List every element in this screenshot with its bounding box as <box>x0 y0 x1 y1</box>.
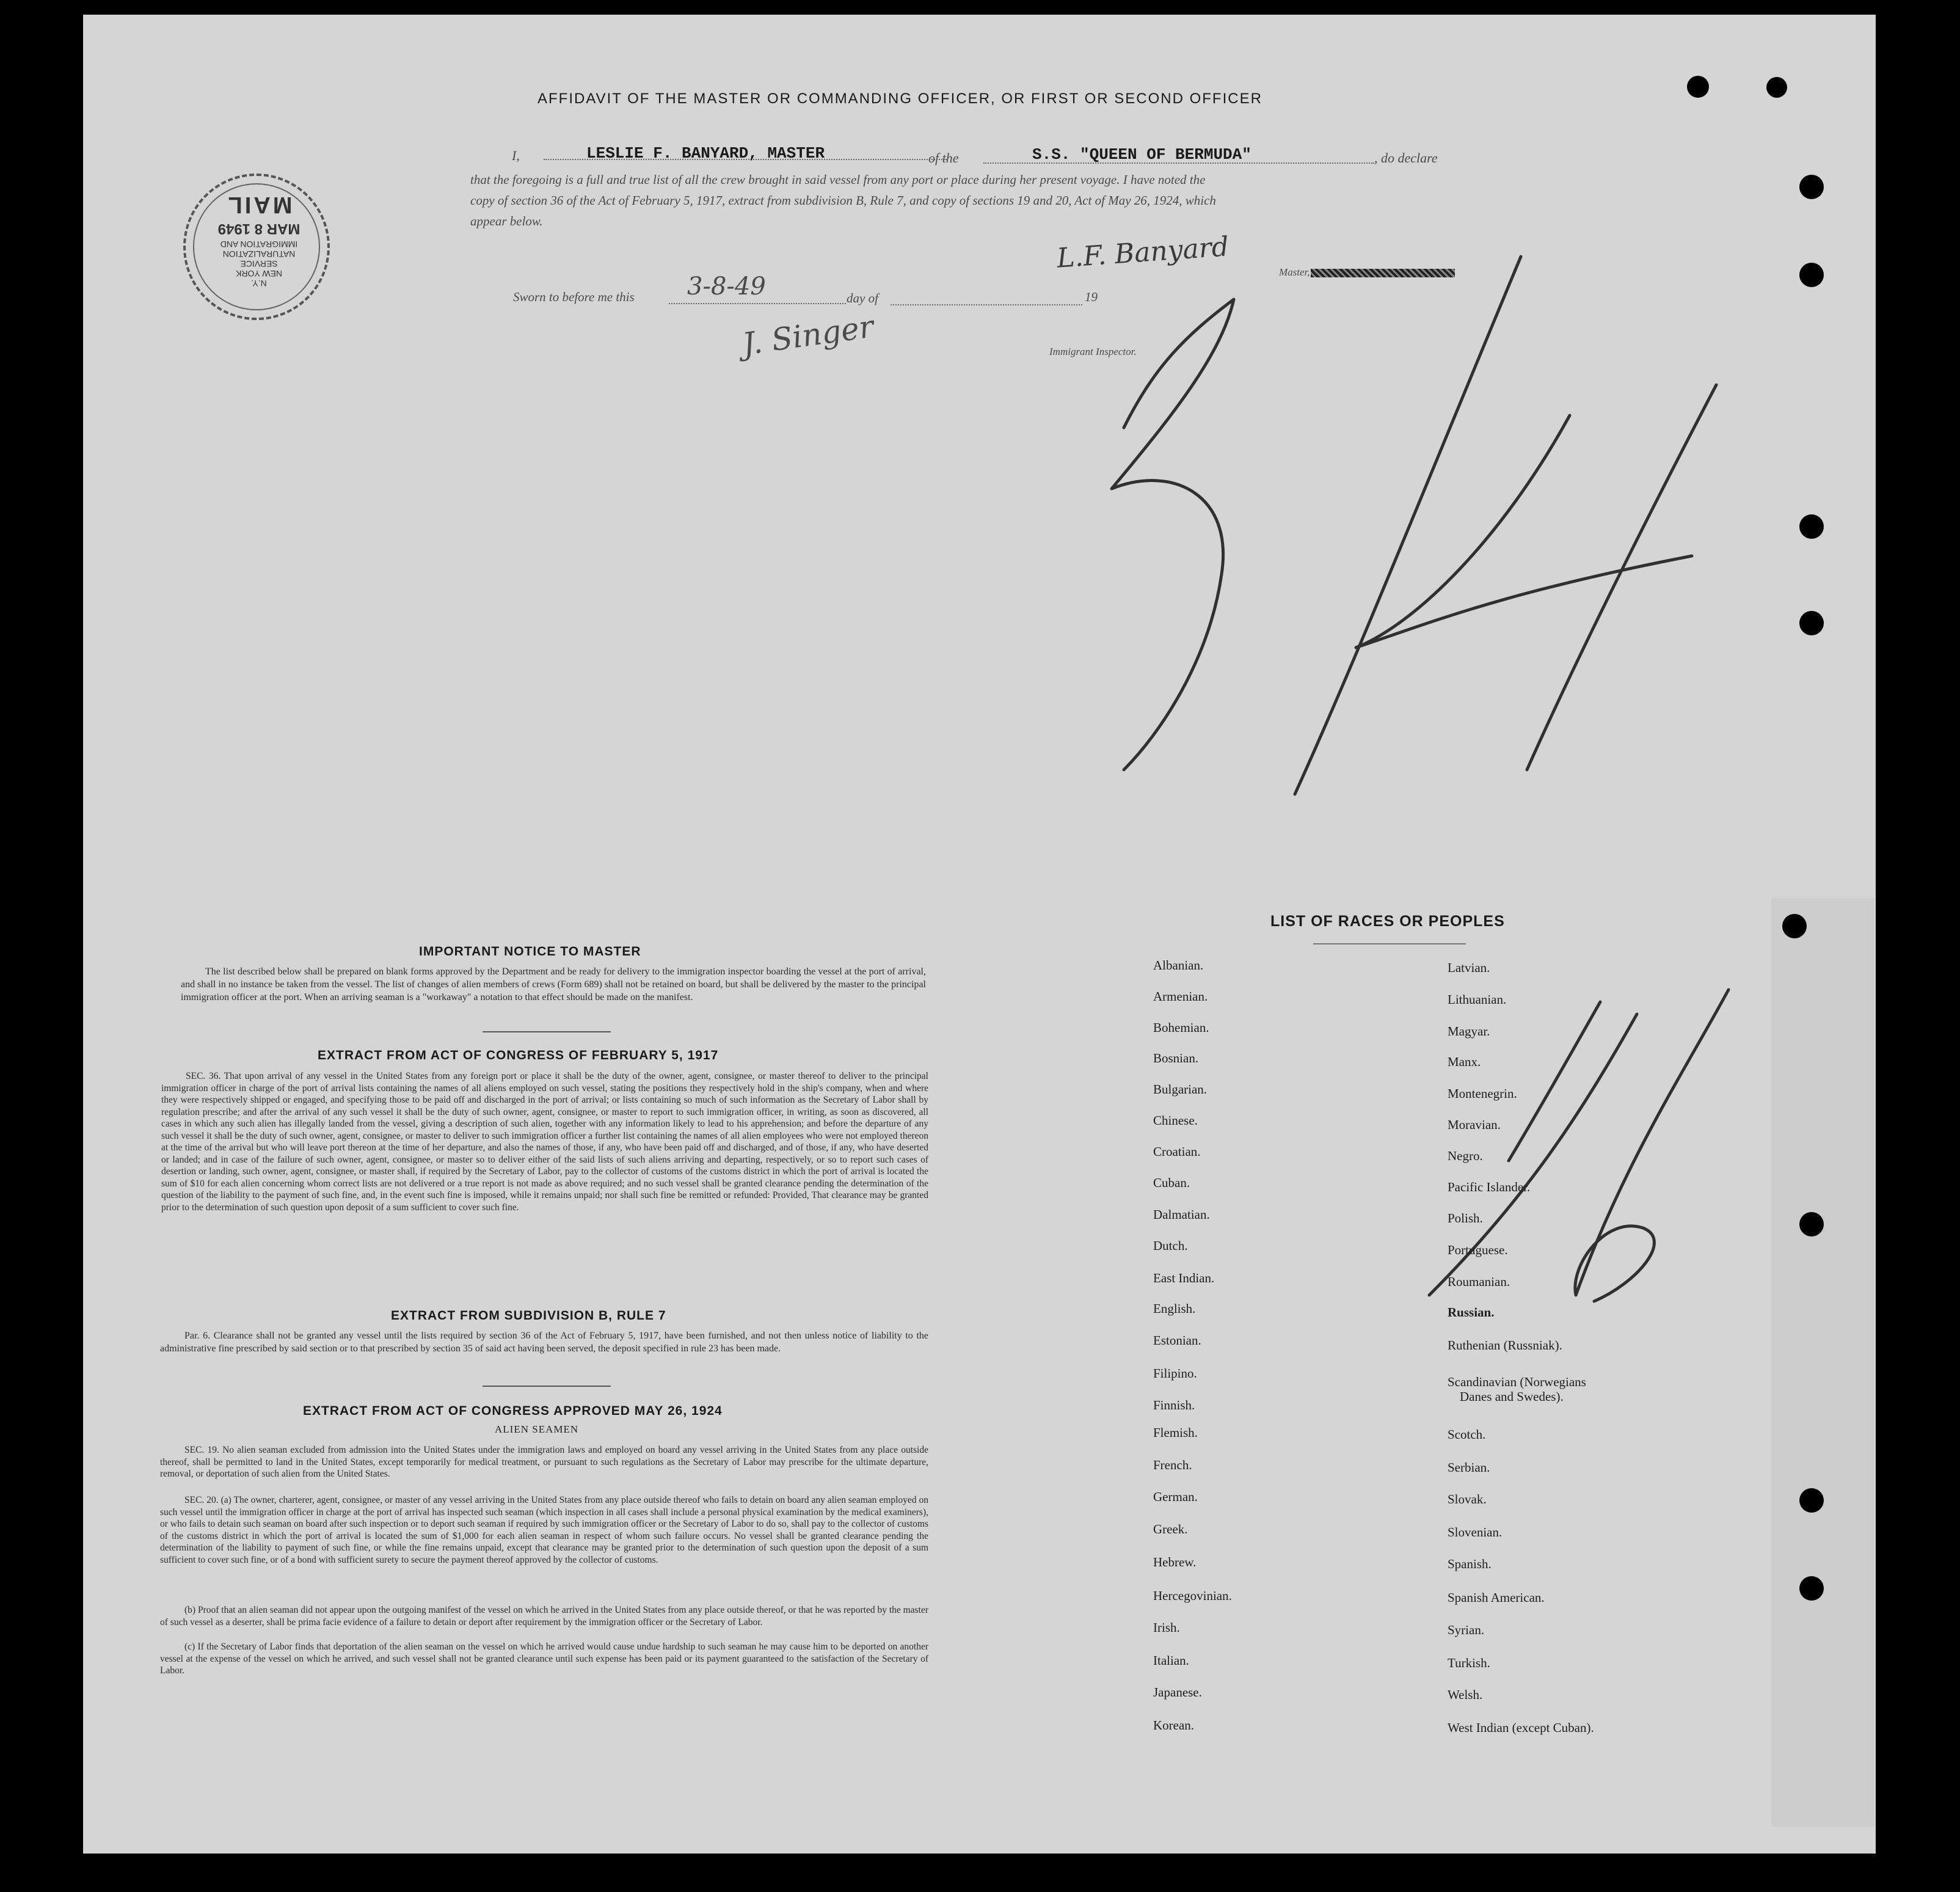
punch-hole <box>1687 76 1709 98</box>
race-item: English. <box>1153 1301 1196 1316</box>
master-label: Master, <box>1279 266 1310 278</box>
of-the-label: of the <box>928 150 959 166</box>
extract-1924-title: EXTRACT FROM ACT OF CONGRESS APPROVED MAY 26, 1924 <box>303 1404 723 1418</box>
race-item: Portuguese. <box>1448 1243 1508 1257</box>
inspector-signature: J. Singer <box>740 309 876 362</box>
punch-hole <box>1799 514 1824 539</box>
race-item-continued: Danes and Swedes). <box>1460 1389 1564 1404</box>
race-item: Bulgarian. <box>1153 1082 1208 1097</box>
numeral-one-stroke <box>1509 1002 1600 1161</box>
race-item: Albanian. <box>1153 958 1204 973</box>
sworn-date: 3-8-49 <box>687 272 766 301</box>
master-name: LESLIE F. BANYARD, MASTER <box>586 144 825 163</box>
sworn-date-blank <box>669 303 846 304</box>
extract-1917-title: EXTRACT FROM ACT OF CONGRESS OF FEBRUARY 5, 1917 <box>318 1048 719 1062</box>
inspector-label: Immigrant Inspector. <box>1049 346 1137 357</box>
races-title: LIST OF RACES OR PEOPLES <box>1270 913 1505 930</box>
affidavit-body-line1: that the foregoing is a full and true list of all the crew brought in said vessel from any port or place during her present voyage. I have noted the <box>470 172 1206 187</box>
stamp-text: SERVICE <box>240 259 278 269</box>
race-item: Roumanian. <box>1448 1274 1510 1289</box>
affidavit-body-line3: appear below. <box>470 214 543 228</box>
sec20b-text: (b) Proof that an alien seaman did not appear upon the outgoing manifest of the vessel on which he arrived in the United States from any place outside thereof, or that he was reported by the master of such vessel as a deserter, shall be prima facie evidence of a failure to detain or deport after requirement by the immigration officer or the Secretary of Labor. <box>160 1605 928 1627</box>
punch-hole <box>1799 611 1824 635</box>
rule7-title: EXTRACT FROM SUBDIVISION B, RULE 7 <box>391 1309 666 1323</box>
divider <box>1313 943 1466 944</box>
race-item: Welsh. <box>1448 1687 1483 1702</box>
race-item: Lithuanian. <box>1448 992 1507 1007</box>
divider <box>483 1031 611 1032</box>
sec20c-text: (c) If the Secretary of Labor finds that deportation of the alien seaman on the vessel on which he arrived would cause undue hardship to such seaman he may cause him to be deported on another vessel at the expense of the vessel on which he arrived, and such vessel shall not be granted clearance until such expense has been paid or its payment guaranteed to the satisfaction of the Secretary of Labor. <box>160 1642 928 1676</box>
race-item: Japanese. <box>1153 1685 1202 1700</box>
race-item: Armenian. <box>1153 989 1208 1004</box>
mail-stamp <box>183 173 330 320</box>
race-item: Montenegrin. <box>1448 1086 1517 1101</box>
race-item: German. <box>1153 1489 1198 1504</box>
race-item: Ruthenian (Russniak). <box>1448 1338 1562 1353</box>
race-item: Flemish. <box>1153 1425 1198 1440</box>
race-item: Hebrew. <box>1153 1555 1197 1569</box>
punch-hole <box>1782 914 1807 938</box>
race-item: Scotch. <box>1448 1427 1486 1442</box>
race-item: Spanish American. <box>1448 1590 1545 1605</box>
race-item: Russian. <box>1448 1305 1495 1320</box>
race-item: Turkish. <box>1448 1656 1490 1670</box>
attached-strip <box>1771 898 1875 1827</box>
master-signature: L.F. Banyard <box>1055 231 1230 274</box>
punch-hole <box>1799 1576 1824 1601</box>
race-item: Syrian. <box>1448 1623 1485 1637</box>
stamp-text: NATURALIZATION <box>222 249 296 259</box>
race-item: Latvian. <box>1448 960 1490 975</box>
stamp-text: NEW YORK <box>236 269 282 279</box>
race-item: Estonian. <box>1153 1333 1201 1348</box>
punch-hole <box>1799 1488 1824 1513</box>
race-item: Italian. <box>1153 1653 1189 1668</box>
punch-hole <box>1799 175 1824 199</box>
stamp-date: MAR 8 1949 <box>217 221 301 237</box>
race-item: Magyar. <box>1448 1024 1490 1039</box>
race-item: Slovak. <box>1448 1492 1487 1507</box>
race-item: Scandinavian (Norwegians <box>1448 1375 1586 1389</box>
race-item: Bosnian. <box>1153 1051 1199 1065</box>
race-item: French. <box>1153 1458 1192 1472</box>
race-item: Bohemian. <box>1153 1020 1209 1035</box>
race-item: Filipino. <box>1153 1366 1197 1381</box>
race-item: Moravian. <box>1448 1117 1501 1132</box>
race-item: Manx. <box>1448 1054 1481 1069</box>
race-item: Korean. <box>1153 1718 1195 1733</box>
punch-hole <box>1799 263 1824 287</box>
race-item: Pacific Islander. <box>1448 1180 1531 1194</box>
race-item: Hercegovinian. <box>1153 1588 1232 1603</box>
race-item: Irish. <box>1153 1620 1180 1635</box>
race-item: West Indian (except Cuban). <box>1448 1720 1594 1735</box>
race-item: Dalmatian. <box>1153 1207 1210 1222</box>
extract-1924-subtitle: ALIEN SEAMEN <box>495 1423 579 1435</box>
notice-text: The list described below shall be prepared on blank forms approved by the Department and be ready for delivery to the immigration inspector boarding the vessel at the port of arrival, and shall in no instance be taken from the vessel. The list of changes of alien members of crews (Form 689) shall not be retained on board, but shall be delivered by the master to the principal immigration officer at the port. When an arriving seaman is a "workaway" a notation to that effect should be made on the manifest. <box>181 966 926 1003</box>
stamp-mail: MAIL <box>225 192 293 217</box>
race-item: Dutch. <box>1153 1238 1188 1253</box>
handwritten-fraction <box>1038 232 1771 874</box>
sec20a-text: SEC. 20. (a) The owner, charterer, agent, consignee, or master of any vessel arriving in the United States from any place outside thereof who fails to detain on board any alien seaman employed on such vessel until the immigration officer in charge at the port of arrival has inspected such seaman (which inspection in all cases shall include a personal physical examination by the medical examiners), or who fails to detain such seaman on board after such inspection or to deport such seaman if required by such immigration officer or the Secretary of Labor to do so, shall pay to the collector of customs of the customs district in which the port of arrival is located the sum of $1,000 for each alien seaman in respect of whom such failure occurs. No vessel shall be granted clearance pending the determination of the liability to payment of such fine, or while the fine remains unpaid, except that clearance may be granted prior to the determination of such question upon the deposit of a sum sufficient to cover such fine, or of a bond with sufficient surety to secure the payment thereof approved by the collector of customs. <box>160 1495 928 1565</box>
race-item: Spanish. <box>1448 1557 1492 1571</box>
race-item: Croatian. <box>1153 1144 1201 1159</box>
race-item: Polish. <box>1448 1211 1483 1225</box>
race-item: Serbian. <box>1448 1460 1490 1475</box>
notice-title: IMPORTANT NOTICE TO MASTER <box>419 944 641 959</box>
sec19-text: SEC. 19. No alien seaman excluded from admission into the United States under the immigration laws and employed on board any vessel arriving in the United States from any place outside thereof, shall be permitted to land in the United States, except temporarily for medical treatment, or pursuant to such regulations as the Secretary of Labor may prescribe for the ultimate departure, removal, or deportation of such alien from the United States. <box>160 1445 928 1479</box>
affidavit-title: AFFIDAVIT OF THE MASTER OR COMMANDING OFFICER, OR FIRST OR SECOND OFFICER <box>537 90 1262 107</box>
race-item: East Indian. <box>1153 1271 1215 1285</box>
year-prefix: 19 <box>1085 290 1098 304</box>
rule7-text: Par. 6. Clearance shall not be granted any vessel until the lists required by section 36 of the Act of February 5, 1917, have been furnished, and not then unless notice of liability to the administrative fine prescribed by said section or to that prescribed by section 35 of said act having been served, the deposit specified in rule 23 has been made. <box>160 1331 928 1354</box>
vessel-name: S.S. "QUEEN OF BERMUDA" <box>1032 145 1251 164</box>
race-item: Negro. <box>1448 1149 1483 1163</box>
race-item: Cuban. <box>1153 1175 1190 1190</box>
punch-hole <box>1799 1212 1824 1236</box>
sworn-label: Sworn to before me this <box>513 290 635 304</box>
extract-1917-text: SEC. 36. That upon arrival of any vessel in the United States from any foreign port or place it shall be the duty of the owner, agent, consignee, or master thereof to deliver to the principal immigration officer in charge of the port of arrival lists containing the names of all aliens employed on such vessel, stating the positions they respectively hold in the ship's company, when and where they were respectively shipped or engaged, and specifying those to be paid off and discharged in the port of arrival; or lists containing so much of such information as the Secretary of Labor shall by regulation prescribe; and after the arrival of any such vessel it shall be the duty of such owner, agent, consignee, or master to report to such immigration officer, in writing, as soon as discovered, all cases in which any such alien has illegally landed from the vessel, giving a description of such alien, together with any information likely to lead to his apprehension; and before the departure of any such vessel it shall be the duty of such owner, agent, consignee, or master to deliver to such immigration officer a further list containing the names of all alien employees who were not employed thereon at the time of the arrival but who will leave port thereon at the time of her departure, and also the names of those, if any, who have been paid off and discharged, and of those, if any, who have deserted or landed; and in case of the failure of such owner, agent, consignee, or master so to deliver either of the said lists of such aliens arriving and departing, respectively, or so to report such cases of desertion or landing, such owner, agent, consignee, or master shall, if required by the Secretary of Labor, pay to the collector of customs of the customs district in which the port of arrival is located the sum of $10 for each alien concerning whom correct lists are not delivered or a true report is not made as above required; and no such vessel shall be granted clearance pending the determination of the question of the liability to the payment of such fine, and, in the event such fine is imposed, while it remains unpaid; nor shall such fine be remitted or refunded: Provided, That clearance may be granted prior to the determination of such question upon deposit of a sum sufficient to cover such fine. <box>161 1071 928 1213</box>
handwritten-mark <box>1393 977 1735 1320</box>
race-item: Chinese. <box>1153 1113 1198 1128</box>
punch-hole <box>1766 77 1787 98</box>
day-of-label: day of <box>847 291 878 305</box>
declare-label: , do declare <box>1374 150 1438 166</box>
race-item: Greek. <box>1153 1522 1188 1536</box>
slash-stroke <box>1295 257 1521 794</box>
intro-label: I, <box>512 148 520 163</box>
race-item: Finnish. <box>1153 1398 1195 1412</box>
numeral-six-stroke <box>1575 990 1729 1301</box>
digit-three-stroke <box>1112 299 1234 770</box>
stamp-text: N.Y. <box>251 279 267 288</box>
stamp-text: IMMIGRATION AND <box>220 239 298 249</box>
affidavit-body-line2: copy of section 36 of the Act of February 5, 1917, extract from subdivision B, Rule 7, and copy of sections 19 and 20, Act of May 26, 1924, which <box>470 193 1216 208</box>
divider <box>483 1386 611 1387</box>
race-item: Slovenian. <box>1448 1525 1503 1540</box>
